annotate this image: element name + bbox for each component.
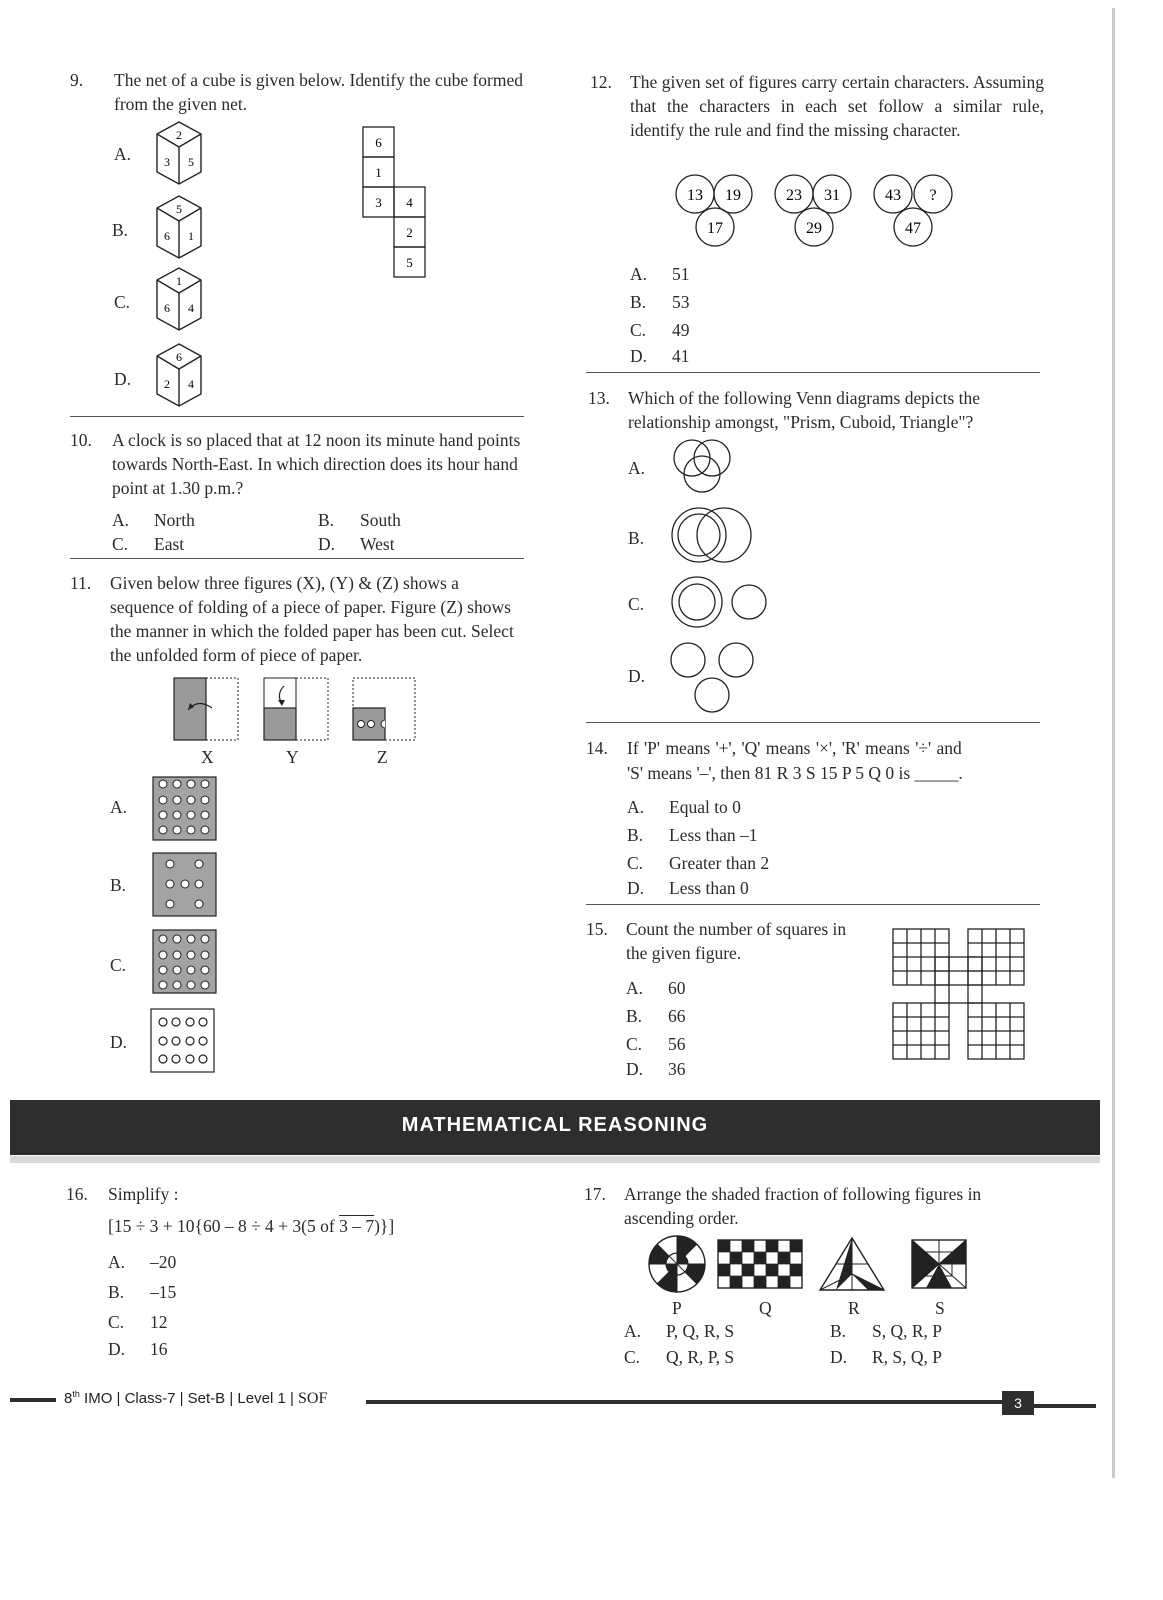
q16-option-b-label: B. — [108, 1282, 125, 1302]
q10-option-a-text: North — [154, 510, 195, 530]
q11-option-c-figure — [152, 929, 218, 1000]
q14-option-c-label: C. — [627, 853, 644, 873]
q13-venn-d — [668, 640, 760, 721]
q10-number: 10. — [70, 430, 92, 450]
section-title: MATHEMATICAL REASONING — [401, 1114, 709, 1136]
q13-text: Which of the following Venn diagrams depicts the relationship amongst, "Prism, Cuboid, Triangle"? — [628, 388, 981, 432]
q9-cube-c — [154, 266, 204, 339]
footer-sup: th — [72, 1389, 80, 1399]
q16-option-b-text: –15 — [150, 1282, 177, 1302]
q16-option-c-text: 12 — [150, 1312, 168, 1332]
q17-label-p: P — [672, 1298, 682, 1318]
q13-option-a-label: A. — [628, 458, 646, 478]
divider — [586, 372, 1040, 373]
q12-option-a-label: A. — [630, 264, 648, 284]
q9-cube-b-top: 5 — [176, 202, 182, 216]
q12-circle-sets — [674, 172, 960, 253]
divider — [586, 904, 1040, 905]
q14-line1: If 'P' means '+', 'Q' means '×', 'R' means '÷' and — [627, 738, 962, 758]
q11-fold-figures — [172, 676, 422, 749]
q9-text: The net of a cube is given below. Identify the cube formed from the given net. — [114, 70, 523, 114]
q12-option-d-text: 41 — [672, 346, 690, 366]
q11-option-b-label: B. — [110, 875, 127, 895]
q14-option-d-text: Less than 0 — [669, 878, 749, 898]
q9-cube-c-top: 1 — [176, 274, 182, 288]
q17-label-q: Q — [759, 1298, 772, 1318]
set3-top-left: 43 — [885, 187, 901, 204]
q17-figures — [644, 1234, 974, 1301]
q12-option-b-label: B. — [630, 292, 647, 312]
q11-label-y: Y — [286, 747, 299, 767]
q9-option-a-label: A. — [114, 144, 132, 164]
page-number: 3 — [1002, 1391, 1034, 1415]
q15-option-b-label: B. — [626, 1006, 643, 1026]
page-edge — [1112, 8, 1115, 1478]
footer-label: IMO | Class-7 | Set-B | Level 1 | — [79, 1390, 299, 1407]
q9-cube-a — [154, 120, 204, 193]
q9-cube-a-left: 3 — [164, 155, 170, 169]
q9-cube-a-top: 2 — [176, 128, 182, 142]
q9-option-c-label: C. — [114, 292, 131, 312]
q9-cube-c-left: 6 — [164, 301, 170, 315]
set2-bottom: 29 — [806, 220, 822, 237]
q11-number: 11. — [70, 573, 92, 593]
q9-option-b-label: B. — [112, 220, 129, 240]
net-face-2: 1 — [375, 165, 382, 180]
footer-text — [64, 1389, 327, 1408]
divider — [586, 722, 1040, 723]
q17-option-b-label: B. — [830, 1321, 847, 1341]
net-face-3: 3 — [375, 195, 382, 210]
q12-option-a-text: 51 — [672, 264, 690, 284]
q16-option-c-label: C. — [108, 1312, 125, 1332]
q9-cube-d-right: 4 — [188, 377, 194, 391]
q12-number: 12. — [590, 72, 612, 92]
q10-option-c-text: East — [154, 534, 185, 554]
q9-number: 9. — [70, 70, 84, 90]
q10-text: A clock is so placed that at 12 noon its minute hand points towards North-East. In which direction does its hour hand point at 1.30 p.m.? — [112, 430, 521, 498]
q17-option-c-label: C. — [624, 1347, 641, 1367]
q11-text: Given below three figures (X), (Y) & (Z) shows a sequence of folding of a piece of paper. Figure (Z) shows the manner in which the folded paper has been cut. Select the unfolded form of piece of paper. — [110, 573, 514, 665]
q10-option-c-label: C. — [112, 534, 129, 554]
q10-option-a-label: A. — [112, 510, 130, 530]
q9-cube-d-top: 6 — [176, 350, 182, 364]
q14-option-b-label: B. — [627, 825, 644, 845]
set2-top-right: 31 — [824, 187, 840, 204]
set1-top-right: 19 — [725, 187, 741, 204]
set3-top-right: ? — [929, 187, 937, 204]
q11-option-d-label: D. — [110, 1032, 128, 1052]
q15-option-c-label: C. — [626, 1034, 643, 1054]
q11-option-a-label: A. — [110, 797, 128, 817]
q16-option-d-label: D. — [108, 1339, 126, 1359]
q16-expr-part-a: [15 ÷ 3 + 10{60 – 8 ÷ 4 + 3(5 of — [108, 1216, 340, 1236]
q11-label-x: X — [201, 747, 214, 767]
q15-option-a-text: 60 — [668, 978, 686, 998]
q14-option-b-text: Less than –1 — [669, 825, 758, 845]
q15-option-b-text: 66 — [668, 1006, 686, 1026]
q16-expr-part-b: )}] — [374, 1216, 395, 1236]
q12-option-b-text: 53 — [672, 292, 690, 312]
q17-option-a-text: P, Q, R, S — [666, 1321, 735, 1341]
q9-cube-b-left: 6 — [164, 229, 170, 243]
q10-option-b-text: South — [360, 510, 401, 530]
q11-option-b-figure — [152, 852, 218, 923]
q9-cube-b-right: 1 — [188, 229, 194, 243]
q17-label-r: R — [848, 1298, 860, 1318]
net-face-4: 4 — [406, 195, 413, 210]
section-band-shadow — [10, 1156, 1100, 1163]
q17-option-a-label: A. — [624, 1321, 642, 1341]
q17-option-d-label: D. — [830, 1347, 848, 1367]
q16-option-a-label: A. — [108, 1252, 126, 1272]
q9-cube-d — [154, 342, 204, 415]
q9-cube-net — [362, 126, 426, 285]
q15-square-figure — [892, 928, 1026, 1065]
q14-option-a-text: Equal to 0 — [669, 797, 741, 817]
q12-text: The given set of figures carry certain characters. Assuming that the characters in each set follow a similar rule, identify the rule and find the missing character. — [630, 72, 1044, 140]
q16-expression — [108, 1214, 394, 1238]
q14-line2: 'S' means '–', then 81 R 3 S 15 P 5 Q 0 is _____. — [627, 763, 963, 783]
footer-grade: 8 — [64, 1390, 73, 1407]
q13-option-d-label: D. — [628, 666, 646, 686]
q15-option-d-text: 36 — [668, 1059, 686, 1079]
q14-option-c-text: Greater than 2 — [669, 853, 770, 873]
q9-cube-a-right: 5 — [188, 155, 194, 169]
q13-number: 13. — [588, 388, 610, 408]
q15-text: Count the number of squares in the given figure. — [626, 919, 847, 963]
q12-option-d-label: D. — [630, 346, 648, 366]
q14-number: 14. — [586, 738, 608, 758]
q9-option-d-label: D. — [114, 369, 132, 389]
q13-venn-b — [668, 505, 758, 570]
net-face-1: 6 — [375, 135, 382, 150]
divider — [70, 416, 524, 417]
q10-option-d-label: D. — [318, 534, 336, 554]
q11-label-z: Z — [377, 747, 388, 767]
net-face-6: 5 — [406, 255, 413, 270]
q16-number: 16. — [66, 1184, 88, 1204]
q13-venn-a — [668, 436, 736, 501]
q17-option-d-text: R, S, Q, P — [872, 1347, 943, 1367]
q13-venn-c — [668, 574, 772, 635]
q15-option-a-label: A. — [626, 978, 644, 998]
set1-bottom: 17 — [707, 220, 723, 237]
set2-top-left: 23 — [786, 187, 802, 204]
net-face-5: 2 — [406, 225, 413, 240]
q9-cube-c-right: 4 — [188, 301, 194, 315]
footer-brand: SOF — [298, 1390, 328, 1407]
set3-bottom: 47 — [905, 220, 921, 237]
q15-option-d-label: D. — [626, 1059, 644, 1079]
q17-label-s: S — [935, 1298, 945, 1318]
q15-option-c-text: 56 — [668, 1034, 686, 1054]
footer-rule-right — [366, 1400, 1002, 1404]
q12-option-c-text: 49 — [672, 320, 690, 340]
q9-cube-b — [154, 194, 204, 267]
q10-option-d-text: West — [360, 534, 395, 554]
q16-expr-bar: 3 – 7 — [339, 1216, 375, 1236]
divider — [70, 558, 524, 559]
set1-top-left: 13 — [687, 187, 703, 204]
q15-number: 15. — [586, 919, 608, 939]
footer-rule-left — [10, 1398, 56, 1402]
q16-option-a-text: –20 — [150, 1252, 177, 1272]
q17-number: 17. — [584, 1184, 606, 1204]
q11-option-c-label: C. — [110, 955, 127, 975]
q11-option-d-figure — [150, 1008, 216, 1079]
q13-option-b-label: B. — [628, 528, 645, 548]
q17-text: Arrange the shaded fraction of following figures in ascending order. — [624, 1184, 982, 1228]
q10-option-b-label: B. — [318, 510, 335, 530]
q16-text: Simplify : — [108, 1184, 179, 1204]
q9-cube-d-left: 2 — [164, 377, 170, 391]
q17-option-c-text: Q, R, P, S — [666, 1347, 735, 1367]
q16-option-d-text: 16 — [150, 1339, 168, 1359]
footer-rule-end — [1034, 1404, 1096, 1408]
q13-option-c-label: C. — [628, 594, 645, 614]
q11-option-a-figure — [152, 776, 218, 847]
q14-option-a-label: A. — [627, 797, 645, 817]
q14-option-d-label: D. — [627, 878, 645, 898]
q12-option-c-label: C. — [630, 320, 647, 340]
q17-option-b-text: S, Q, R, P — [872, 1321, 943, 1341]
